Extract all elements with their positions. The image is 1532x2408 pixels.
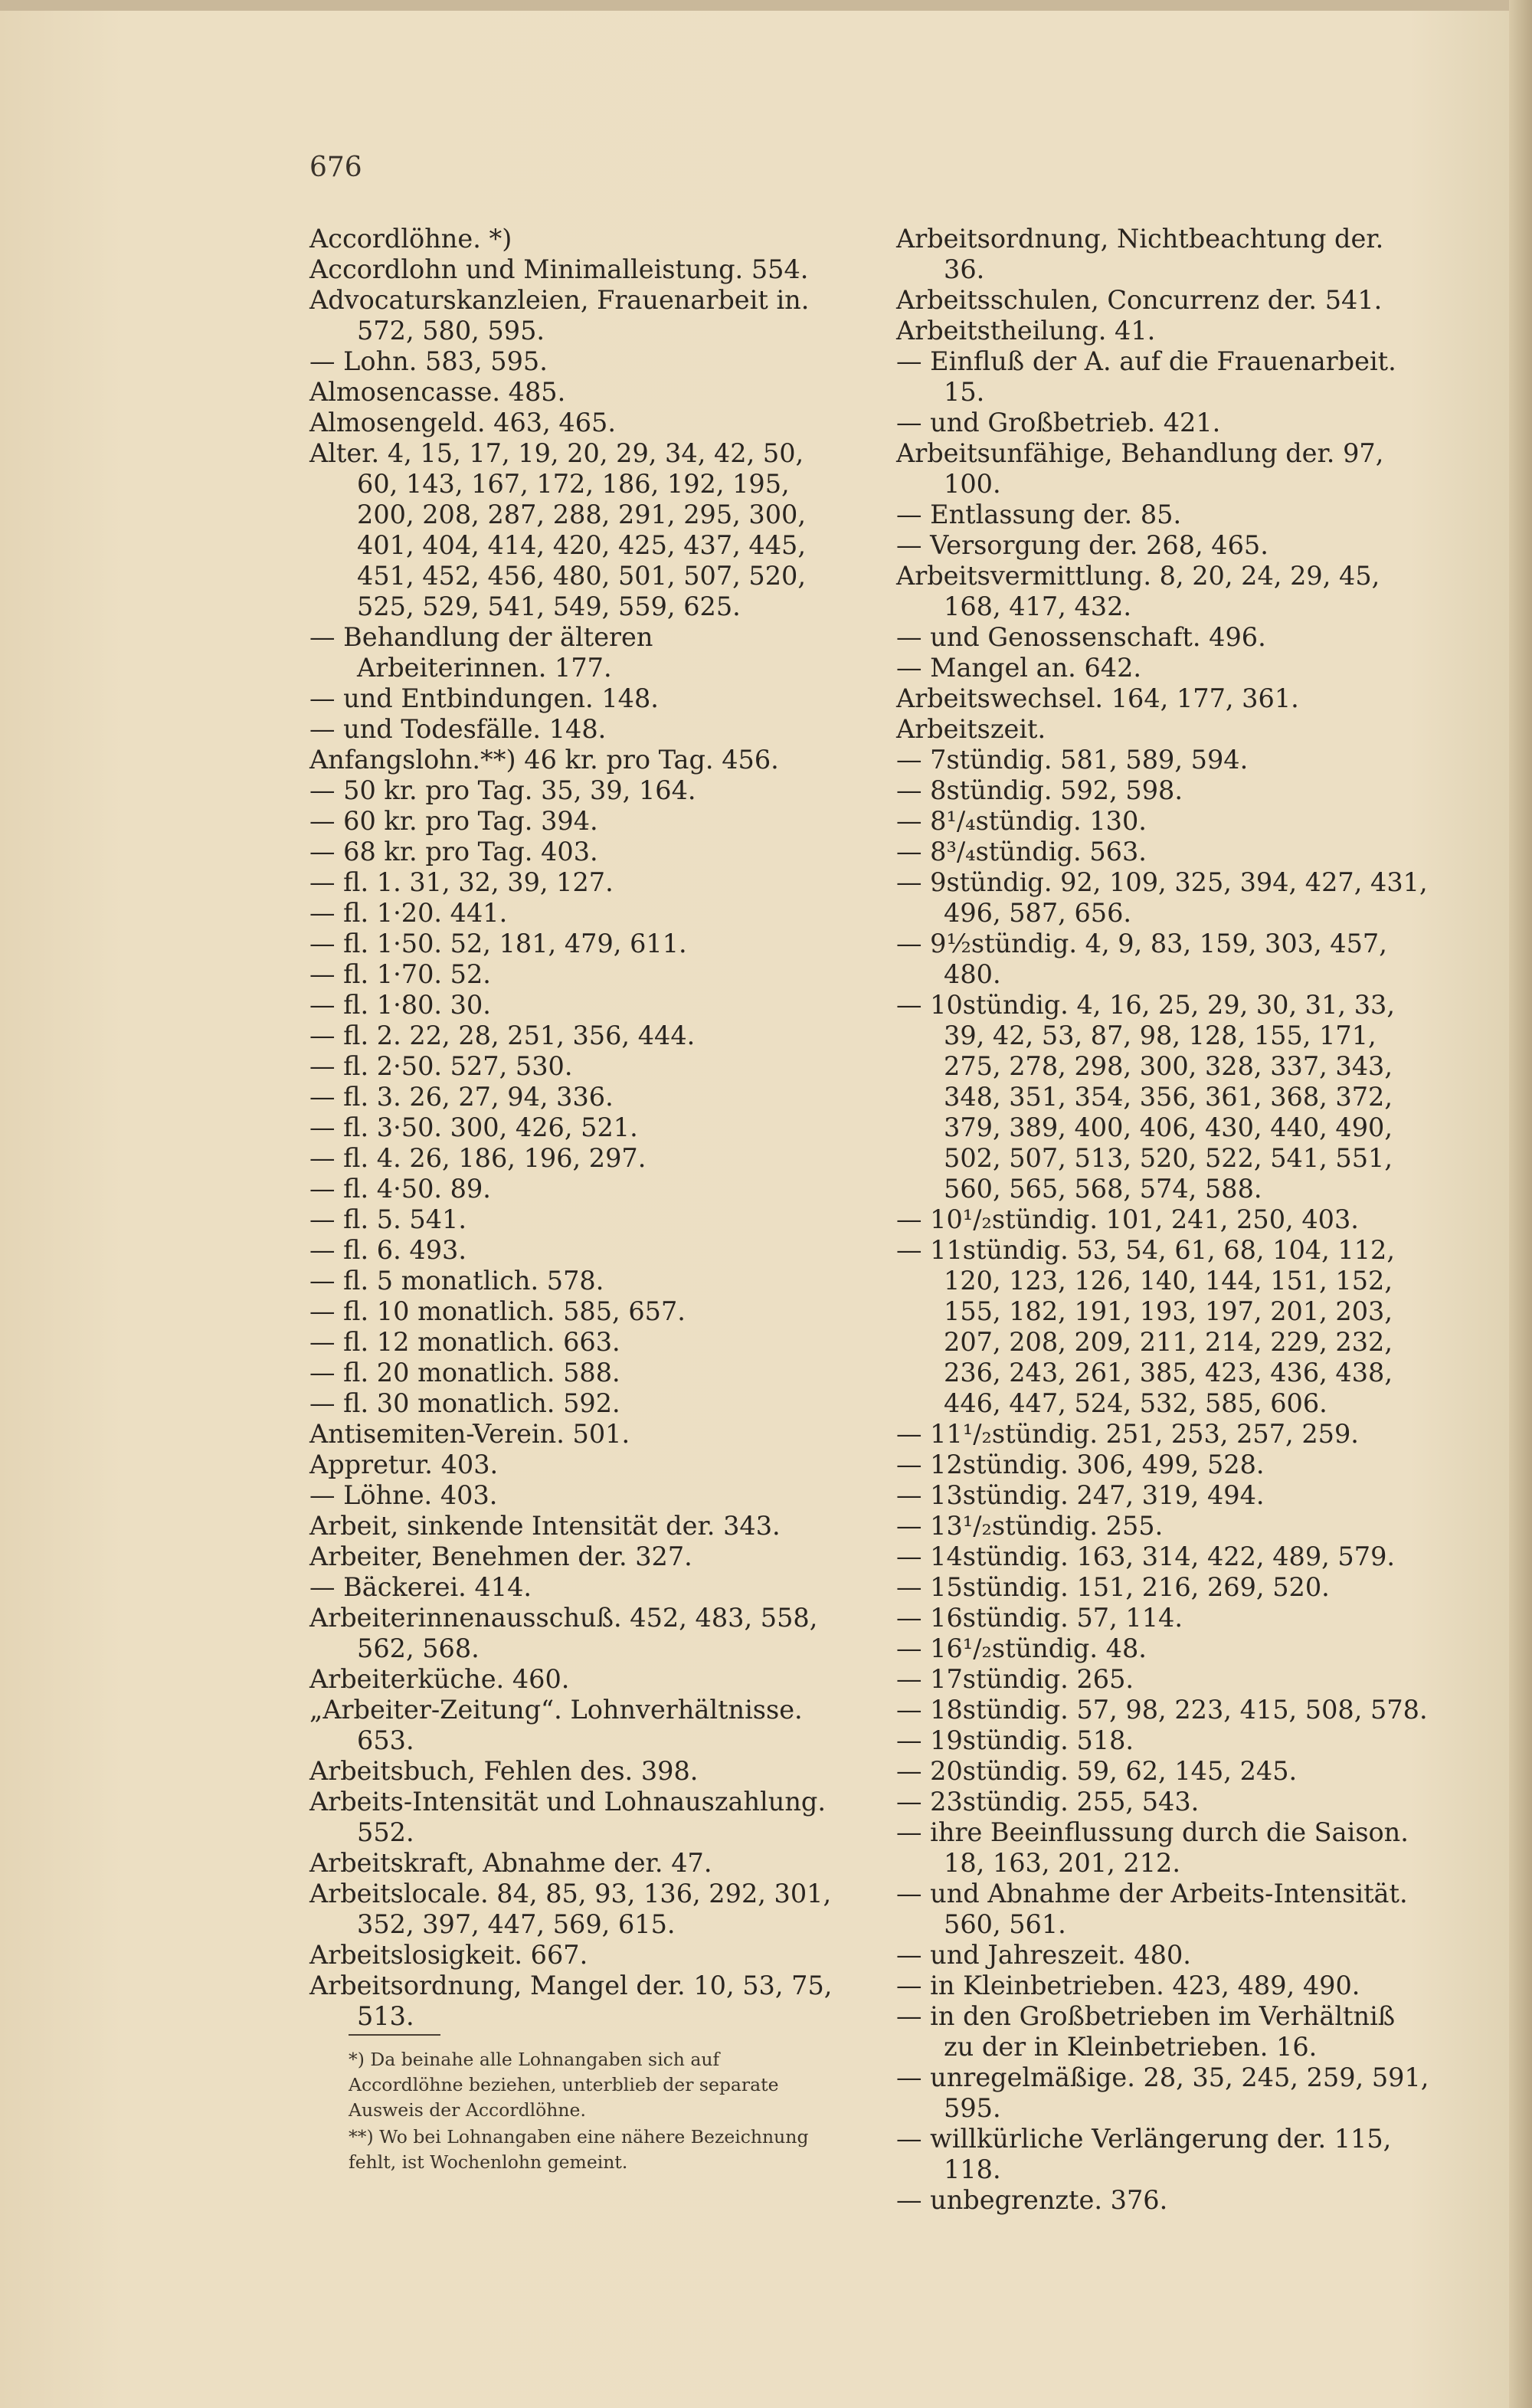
index-entry: — 9stündig. 92, 109, 325, 394, 427, 431, 496, 587, 656. (896, 867, 1428, 928)
index-entry: — 60 kr. pro Tag. 394. (309, 806, 598, 836)
index-entry: — Bäckerei. 414. (309, 1572, 532, 1602)
index-entry: — unregelmäßige. 28, 35, 245, 259, 591, 595. (896, 2062, 1429, 2123)
index-entry: Arbeiterküche. 460. (309, 1664, 570, 1694)
footnote-divider (349, 2034, 440, 2036)
index-entry: — 16stündig. 57, 114. (896, 1603, 1183, 1633)
index-entry: — in den Großbetrieben im Verhältniß zu der in Kleinbetrieben. 16. (896, 2001, 1396, 2062)
index-entry: — fl. 1·80. 30. (309, 990, 491, 1020)
index-entry: — 16¹/₂stündig. 48. (896, 1633, 1147, 1663)
index-entry: — ihre Beeinflussung durch die Saison. 18, 163, 201, 212. (896, 1817, 1409, 1878)
index-entry: — 50 kr. pro Tag. 35, 39, 164. (309, 775, 696, 805)
index-entry: — 8stündig. 592, 598. (896, 775, 1183, 805)
index-entry: Appretur. 403. (309, 1450, 499, 1479)
index-entry: Almosengeld. 463, 465. (309, 408, 616, 437)
index-entry: — Löhne. 403. (309, 1480, 498, 1510)
index-entry: — fl. 4·50. 89. (309, 1174, 491, 1204)
index-entry: — und Jahreszeit. 480. (896, 1940, 1191, 1970)
index-entry: Antisemiten-Verein. 501. (309, 1419, 630, 1449)
index-entry: — 8¹/₄stündig. 130. (896, 806, 1147, 836)
index-entry: — 17stündig. 265. (896, 1664, 1134, 1694)
index-entry: Arbeits-Intensität und Lohnauszahlung. 552. (309, 1787, 826, 1847)
index-entry: — 23stündig. 255, 543. (896, 1787, 1200, 1817)
footnote-2: **) Wo bei Lohnangaben eine nähere Bezeichnung fehlt, ist Wochenlohn gemeint. (349, 2126, 809, 2173)
index-entry: Arbeitslosigkeit. 667. (309, 1940, 588, 1970)
footnote-1: *) Da beinahe alle Lohnangaben sich auf Accordlöhne beziehen, unterblieb der separate Ausweis der Accordlöhne. (349, 2049, 779, 2121)
index-entry: — fl. 1·70. 52. (309, 959, 491, 989)
index-entry: Arbeitskraft, Abnahme der. 47. (309, 1848, 712, 1878)
index-entry: Arbeitsordnung, Nichtbeachtung der. 36. (896, 224, 1384, 284)
index-entry: Arbeitstheilung. 41. (896, 316, 1156, 346)
index-entry: „Arbeiter-Zeitung“. Lohnverhältnisse. 653. (309, 1695, 803, 1755)
index-entry: — fl. 12 monatlich. 663. (309, 1327, 620, 1357)
index-entry: — und Entbindungen. 148. (309, 683, 659, 713)
index-entry: Arbeit, sinkende Intensität der. 343. (309, 1511, 781, 1541)
index-entry: Anfangslohn.**) 46 kr. pro Tag. 456. (309, 745, 779, 775)
index-column-left (309, 224, 846, 2032)
index-entry: — unbegrenzte. 376. (896, 2185, 1168, 2215)
index-entry: — 20stündig. 59, 62, 145, 245. (896, 1756, 1298, 1786)
index-entry: Almosencasse. 485. (309, 377, 566, 407)
index-entry: — Behandlung der älteren Arbeiterinnen. 177. (309, 622, 653, 683)
index-entry: — willkürliche Verlängerung der. 115, 118. (896, 2124, 1392, 2184)
index-entry: — fl. 3·50. 300, 426, 521. (309, 1112, 638, 1142)
index-entry: — 8³/₄stündig. 563. (896, 837, 1147, 867)
index-entry: Arbeitsvermittlung. 8, 20, 24, 29, 45, 168, 417, 432. (896, 561, 1380, 621)
index-entry: — fl. 20 monatlich. 588. (309, 1358, 620, 1387)
index-entry: — fl. 6. 493. (309, 1235, 466, 1265)
index-entry: Arbeitsordnung, Mangel der. 10, 53, 75, 513. (309, 1971, 833, 2031)
index-entry: Arbeitswechsel. 164, 177, 361. (896, 683, 1299, 713)
index-entry: — 14stündig. 163, 314, 422, 489, 579. (896, 1541, 1396, 1571)
index-entry: Arbeitsunfähige, Behandlung der. 97, 100. (896, 438, 1384, 499)
index-entry: — Versorgung der. 268, 465. (896, 530, 1268, 560)
page-top-edge (0, 0, 1532, 11)
index-entry: Arbeitszeit. (896, 714, 1046, 744)
page-right-edge (1509, 0, 1532, 2408)
index-entry: — 68 kr. pro Tag. 403. (309, 837, 598, 867)
index-entry: — fl. 2. 22, 28, 251, 356, 444. (309, 1021, 696, 1050)
index-entry: — und Todesfälle. 148. (309, 714, 607, 744)
index-entry: — und Großbetrieb. 421. (896, 408, 1221, 437)
index-entry: — fl. 1. 31, 32, 39, 127. (309, 867, 614, 897)
index-entry: — 13¹/₂stündig. 255. (896, 1511, 1164, 1541)
index-entry: Advocaturskanzleien, Frauenarbeit in. 572, 580, 595. (309, 285, 810, 346)
index-entry: — fl. 5 monatlich. 578. (309, 1266, 604, 1296)
index-entry: — fl. 1·50. 52, 181, 479, 611. (309, 929, 687, 958)
index-entry: Accordlöhne. *) (309, 224, 512, 254)
index-entry: Arbeitsbuch, Fehlen des. 398. (309, 1756, 699, 1786)
index-entry: — 15stündig. 151, 216, 269, 520. (896, 1572, 1330, 1602)
index-entry: — 10¹/₂stündig. 101, 241, 250, 403. (896, 1204, 1359, 1234)
index-entry: Arbeitslocale. 84, 85, 93, 136, 292, 301, 352, 397, 447, 569, 615. (309, 1879, 832, 1939)
index-entry: — 18stündig. 57, 98, 223, 415, 508, 578. (896, 1695, 1428, 1725)
index-entry: — 19stündig. 518. (896, 1725, 1134, 1755)
index-entry: — 9½stündig. 4, 9, 83, 159, 303, 457, 480. (896, 929, 1387, 989)
index-entry: — Entlassung der. 85. (896, 500, 1182, 529)
index-entry: — Einfluß der A. auf die Frauenarbeit. 15. (896, 346, 1396, 407)
index-entry: — Mangel an. 642. (896, 653, 1142, 683)
index-entry: — fl. 5. 541. (309, 1204, 466, 1234)
index-entry: — fl. 1·20. 441. (309, 898, 508, 928)
index-entry: — in Kleinbetrieben. 423, 489, 490. (896, 1971, 1360, 2000)
index-entry: Arbeiter, Benehmen der. 327. (309, 1541, 692, 1571)
index-entry: Arbeitsschulen, Concurrenz der. 541. (896, 285, 1383, 315)
index-entry: — Lohn. 583, 595. (309, 346, 548, 376)
index-entry: — 11¹/₂stündig. 251, 253, 257, 259. (896, 1419, 1359, 1449)
index-entry: — fl. 10 monatlich. 585, 657. (309, 1296, 686, 1326)
index-entry: — 12stündig. 306, 499, 528. (896, 1450, 1265, 1479)
page-number: 676 (309, 152, 362, 183)
index-entry: — fl. 2·50. 527, 530. (309, 1051, 573, 1081)
index-entry: — fl. 3. 26, 27, 94, 336. (309, 1082, 614, 1112)
index-entry: — 7stündig. 581, 589, 594. (896, 745, 1249, 775)
index-column-right (896, 224, 1432, 2216)
index-entry: — 13stündig. 247, 319, 494. (896, 1480, 1265, 1510)
index-entry: — 11stündig. 53, 54, 61, 68, 104, 112, 120, 123, 126, 140, 144, 151, 152, 155, 182, 191, 193, 197, 201, 203, 207, 208, 209, 211, 214, 229, 232, 236, 243, 261, 385, 423, 436, 438, 446, 447, 524, 532, 585, 606. (896, 1235, 1396, 1418)
index-entry: — und Abnahme der Arbeits-Intensität. 560, 561. (896, 1879, 1408, 1939)
index-entry: Alter. 4, 15, 17, 19, 20, 29, 34, 42, 50, 60, 143, 167, 172, 186, 192, 195, 200, 208, 287, 288, 291, 295, 300, 401, 404, 414, 420, 425, 437, 445, 451, 452, 456, 480, 501, 507, 520, 525, 529, 541, 549, 559, 625. (309, 438, 807, 621)
index-entry: — 10stündig. 4, 16, 25, 29, 30, 31, 33, 39, 42, 53, 87, 98, 128, 155, 171, 275, 278, 298, 300, 328, 337, 343, 348, 351, 354, 356, 361, 368, 372, 379, 389, 400, 406, 430, 440, 490, 502, 507, 513, 520, 522, 541, 551, 560, 565, 568, 574, 588. (896, 990, 1395, 1204)
index-entry: — fl. 30 monatlich. 592. (309, 1388, 620, 1418)
index-entry: — fl. 4. 26, 186, 196, 297. (309, 1143, 647, 1173)
index-entry: Arbeiterinnenausschuß. 452, 483, 558, 562, 568. (309, 1603, 818, 1663)
index-entry: Accordlohn und Minimalleistung. 554. (309, 254, 809, 284)
index-entry: — und Genossenschaft. 496. (896, 622, 1266, 652)
